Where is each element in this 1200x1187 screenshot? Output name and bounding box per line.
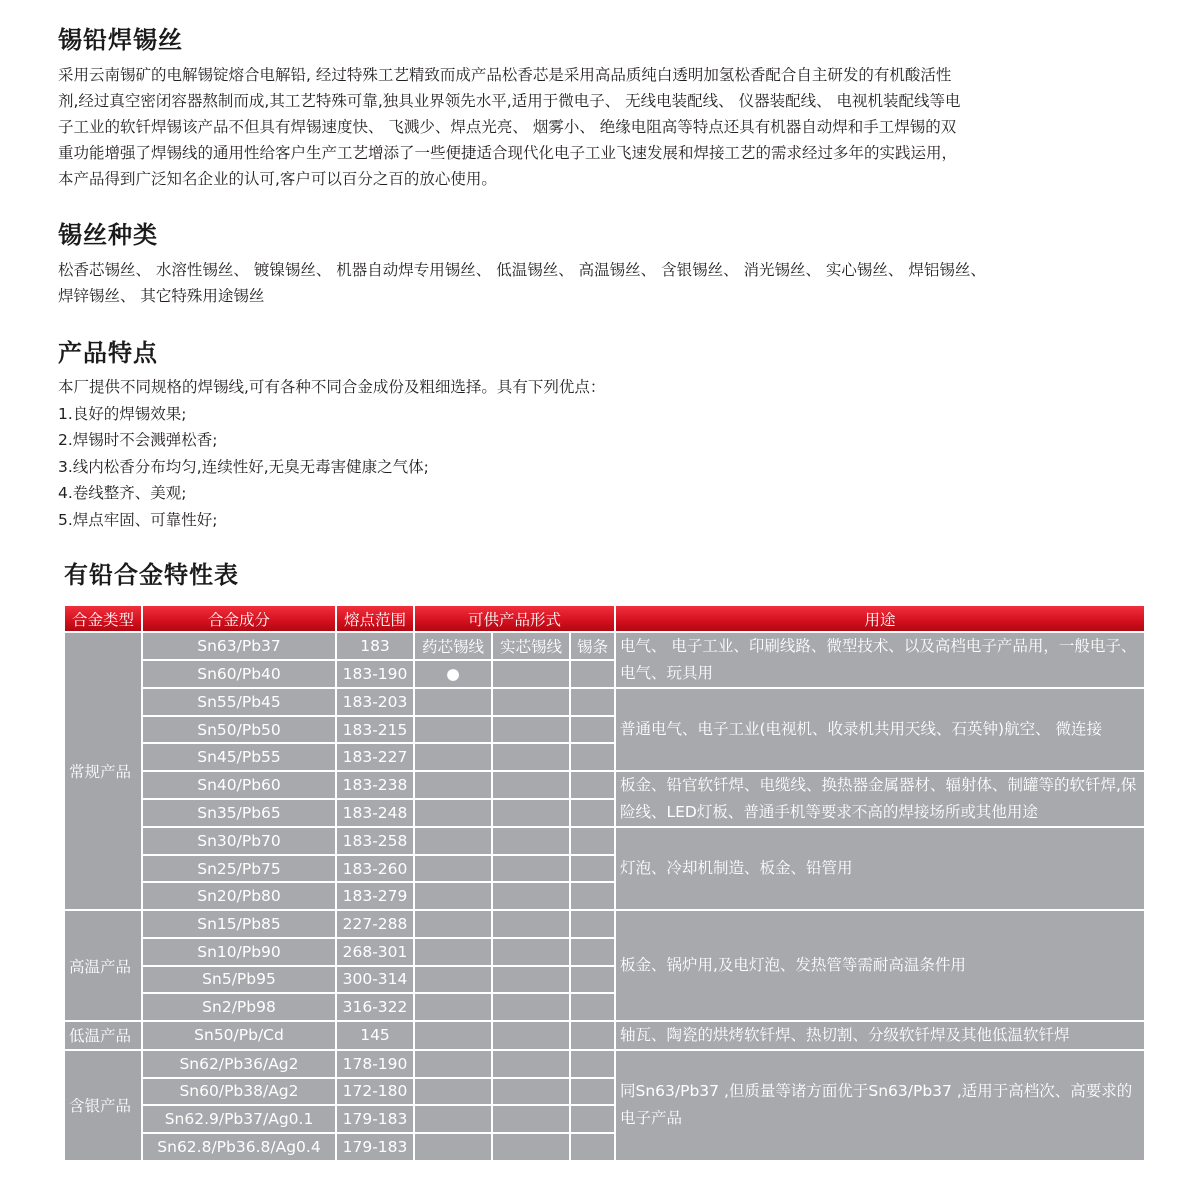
- composition-cell: Sn45/Pb55: [142, 743, 336, 771]
- form-cell: [570, 938, 615, 966]
- melting-cell: 183: [336, 632, 414, 660]
- composition-cell: Sn40/Pb60: [142, 771, 336, 799]
- feature-item: 2.焊锡时不会溅弹松香;: [58, 431, 218, 449]
- usage-cell: 普通电气、电子工业(电视机、收录机共用天线、石英钟)航空、 微连接: [615, 688, 1145, 771]
- form-label-solid-core: 实芯锡线: [492, 632, 570, 660]
- form-cell: [570, 855, 615, 883]
- form-cell: [570, 1050, 615, 1078]
- form-cell: [570, 882, 615, 910]
- alloy-properties-table: [63, 606, 1146, 1162]
- usage-cell: 板金、铅官软钎焊、电缆线、换热器金属器材、辐射体、制罐等的软钎焊,保险线、LED灯板、普通手机等要求不高的焊接场所或其他用途: [615, 771, 1145, 827]
- composition-cell: Sn2/Pb98: [142, 993, 336, 1021]
- feature-item: 1.良好的焊锡效果;: [58, 404, 187, 423]
- types-line: 焊锌锡丝、 其它特殊用途锡丝: [58, 287, 265, 305]
- melting-cell: 179-183: [336, 1133, 414, 1161]
- form-cell: [414, 716, 492, 744]
- form-cell: [570, 771, 615, 799]
- melting-cell: 316-322: [336, 993, 414, 1021]
- form-cell: [414, 910, 492, 938]
- melting-cell: 183-203: [336, 688, 414, 716]
- melting-cell: 183-248: [336, 799, 414, 827]
- usage-cell: 同Sn63/Pb37 ,但质量等诸方面优于Sn63/Pb37 ,适用于高档次、高要求的电子产品: [615, 1050, 1145, 1161]
- form-cell: [570, 827, 615, 855]
- form-cell: [492, 882, 570, 910]
- composition-cell: Sn20/Pb80: [142, 882, 336, 910]
- header-type: 合金类型: [64, 606, 142, 632]
- composition-cell: Sn30/Pb70: [142, 827, 336, 855]
- melting-cell: 183-190: [336, 660, 414, 688]
- melting-cell: 183-260: [336, 855, 414, 883]
- header-forms: 可供产品形式: [414, 606, 615, 632]
- category-regular: 常规产品: [64, 632, 142, 910]
- intro-section: [58, 20, 1148, 192]
- form-cell: [492, 993, 570, 1021]
- form-cell: [570, 688, 615, 716]
- form-cell: [570, 910, 615, 938]
- table-row: [64, 1021, 1145, 1050]
- usage-cell: 灯泡、冷却机制造、板金、铅管用: [615, 827, 1145, 910]
- form-cell: [492, 1078, 570, 1106]
- composition-cell: Sn5/Pb95: [142, 966, 336, 994]
- form-label-bar: 锡条: [570, 632, 615, 660]
- form-cell: [570, 799, 615, 827]
- intro-line: 采用云南锡矿的电解锡锭熔合电解铅, 经过特殊工艺精致而成产品松香芯是采用高品质纯白透明加氢松香配合自主研发的有机酸活性: [58, 66, 952, 84]
- feature-item: 5.焊点牢固、可靠性好;: [58, 510, 218, 529]
- form-cell: [414, 1021, 492, 1050]
- melting-cell: 179-183: [336, 1105, 414, 1133]
- composition-cell: Sn62.8/Pb36.8/Ag0.4: [142, 1133, 336, 1161]
- composition-cell: Sn62/Pb36/Ag2: [142, 1050, 336, 1078]
- types-paragraph: [58, 257, 1148, 309]
- table-row: [64, 910, 1145, 938]
- form-cell: [414, 938, 492, 966]
- form-cell: [492, 855, 570, 883]
- form-cell: [492, 910, 570, 938]
- form-cell: [570, 1133, 615, 1161]
- form-cell: [414, 966, 492, 994]
- form-cell: [492, 938, 570, 966]
- header-melting: 熔点范围: [336, 606, 414, 632]
- header-composition: 合金成分: [142, 606, 336, 632]
- form-cell: [570, 660, 615, 688]
- composition-cell: Sn25/Pb75: [142, 855, 336, 883]
- form-cell: [570, 1105, 615, 1133]
- form-cell: [492, 966, 570, 994]
- intro-title: 锡铅焊锡丝: [58, 26, 183, 54]
- form-cell: [492, 1050, 570, 1078]
- intro-line: 重功能增强了焊锡线的通用性给客户生产工艺增添了一些便捷适合现代化电子工业飞速发展和焊接工艺的需求经过多年的实践运用，: [58, 144, 958, 162]
- category-high-temp: 高温产品: [64, 910, 142, 1021]
- category-silver: 含银产品: [64, 1050, 142, 1161]
- features-intro: 本厂提供不同规格的焊锡线,可有各种不同合金成份及粗细选择。具有下列优点：: [58, 378, 606, 396]
- form-cell: [570, 1021, 615, 1050]
- form-cell: [492, 1133, 570, 1161]
- table-row: [64, 771, 1145, 799]
- form-cell: [414, 1050, 492, 1078]
- intro-line: 子工业的软钎焊锡该产品不但具有焊锡速度快、 飞溅少、焊点光亮、 烟雾小、 绝缘电阻高等特点还具有机器自动焊和手工焊锡的双: [58, 118, 957, 136]
- melting-cell: 178-190: [336, 1050, 414, 1078]
- form-cell: [414, 688, 492, 716]
- form-cell: [492, 827, 570, 855]
- form-cell: [414, 882, 492, 910]
- table-row: [64, 1050, 1145, 1078]
- form-cell: [492, 716, 570, 744]
- melting-cell: 300-314: [336, 966, 414, 994]
- form-cell: [414, 771, 492, 799]
- form-cell: [414, 855, 492, 883]
- table-row: [64, 688, 1145, 716]
- composition-cell: Sn35/Pb65: [142, 799, 336, 827]
- feature-item: 3.线内松香分布均匀,连续性好,无臭无毒害健康之气体;: [58, 457, 429, 476]
- intro-line: 剂,经过真空密闭容器熬制而成,其工艺特殊可靠,独具业界领先水平,适用于微电子、 无线电装配线、 仪器装配线、 电视机装配线等电: [58, 92, 961, 110]
- table-title: 有铅合金特性表: [64, 561, 239, 589]
- composition-cell: Sn63/Pb37: [142, 632, 336, 660]
- types-section: [58, 215, 1148, 309]
- composition-cell: Sn15/Pb85: [142, 910, 336, 938]
- category-low-temp: 低温产品: [64, 1021, 142, 1050]
- table-row: [64, 827, 1145, 855]
- form-cell: [492, 1021, 570, 1050]
- form-cell: [492, 1105, 570, 1133]
- features-section: [58, 333, 1148, 533]
- table-header-row: [64, 606, 1145, 632]
- usage-cell: 板金、锅炉用,及电灯泡、发热管等需耐高温条件用: [615, 910, 1145, 1021]
- usage-cell: 轴瓦、陶瓷的烘烤软钎焊、热切割、分级软钎焊及其他低温软钎焊: [615, 1021, 1145, 1050]
- form-cell: [570, 716, 615, 744]
- form-cell: [492, 688, 570, 716]
- features-title: 产品特点: [58, 339, 158, 367]
- intro-paragraph: [58, 62, 1148, 192]
- form-cell: [414, 1133, 492, 1161]
- form-cell: [414, 827, 492, 855]
- form-cell: [414, 993, 492, 1021]
- form-cell: [570, 993, 615, 1021]
- form-cell: [492, 771, 570, 799]
- melting-cell: 145: [336, 1021, 414, 1050]
- intro-line: 本产品得到广泛知名企业的认可,客户可以百分之百的放心使用。: [58, 170, 497, 188]
- composition-cell: Sn10/Pb90: [142, 938, 336, 966]
- melting-cell: 227-288: [336, 910, 414, 938]
- melting-cell: 183-227: [336, 743, 414, 771]
- composition-cell: Sn50/Pb50: [142, 716, 336, 744]
- composition-cell: Sn60/Pb40: [142, 660, 336, 688]
- melting-cell: 183-215: [336, 716, 414, 744]
- form-cell: [414, 1105, 492, 1133]
- usage-cell: 电气、 电子工业、印刷线路、微型技术、以及高档电子产品用，一般电子、电气、玩具用: [615, 632, 1145, 688]
- form-cell: [492, 799, 570, 827]
- melting-cell: 183-238: [336, 771, 414, 799]
- melting-cell: 183-258: [336, 827, 414, 855]
- feature-item: 4.卷线整齐、美观;: [58, 484, 187, 502]
- form-cell: [570, 966, 615, 994]
- composition-cell: Sn60/Pb38/Ag2: [142, 1078, 336, 1106]
- melting-cell: 183-279: [336, 882, 414, 910]
- features-list: [58, 374, 1148, 533]
- composition-cell: Sn55/Pb45: [142, 688, 336, 716]
- composition-cell: Sn62.9/Pb37/Ag0.1: [142, 1105, 336, 1133]
- form-cell: [570, 743, 615, 771]
- form-cell: [492, 660, 570, 688]
- melting-cell: 268-301: [336, 938, 414, 966]
- header-usage: 用途: [615, 606, 1145, 632]
- form-cell: [414, 1078, 492, 1106]
- table-row: [64, 632, 1145, 660]
- form-cell: [492, 743, 570, 771]
- melting-cell: 172-180: [336, 1078, 414, 1106]
- form-label-flux-core: 药芯锡线: [414, 632, 492, 660]
- form-cell: [570, 1078, 615, 1106]
- types-title: 锡丝种类: [58, 221, 158, 249]
- composition-cell: Sn50/Pb/Cd: [142, 1021, 336, 1050]
- types-line: 松香芯锡丝、 水溶性锡丝、 镀镍锡丝、 机器自动焊专用锡丝、 低温锡丝、 高温锡丝、 含银锡丝、 消光锡丝、 实心锡丝、 焊铝锡丝、: [58, 261, 986, 279]
- form-cell: [414, 799, 492, 827]
- form-mark-dot: ●: [414, 660, 492, 688]
- form-cell: [414, 743, 492, 771]
